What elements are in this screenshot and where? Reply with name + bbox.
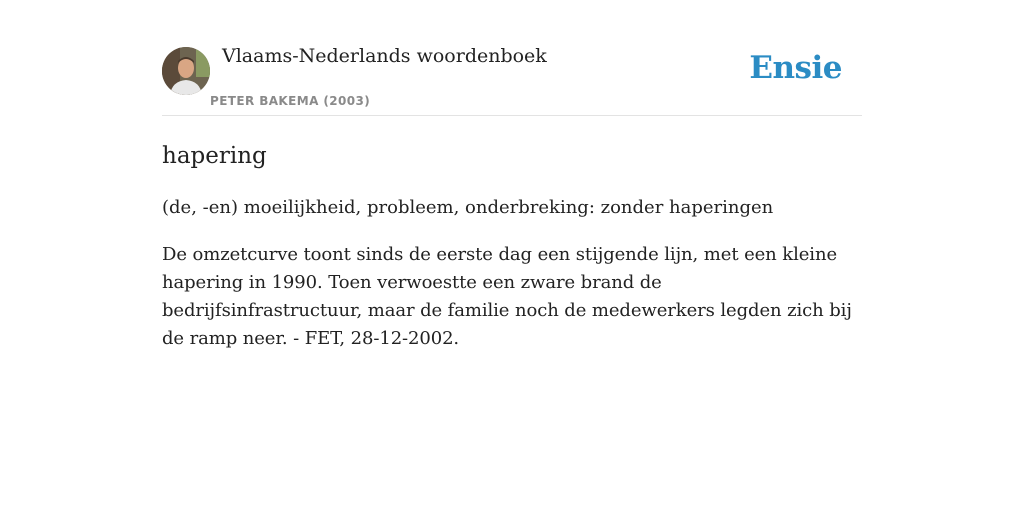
author-avatar[interactable] (162, 47, 210, 95)
headword: hapering (162, 143, 267, 169)
ensie-logo[interactable]: Ensie (749, 50, 842, 86)
example-quote: De omzetcurve toont sinds de eerste dag een stijgende lijn, met een kleine hapering in 1990. Toen verwoestte een zware brand de bedrijfsinfrastructuur, maar de familie noch de medewerkers legden zich bij de ramp neer. - FET, 28-12-2002. (162, 244, 852, 349)
author-name[interactable]: PETER BAKEMA (2003) (210, 94, 371, 108)
author-photo-icon (162, 47, 210, 95)
dictionary-title[interactable]: Vlaams-Nederlands woordenboek (222, 45, 547, 67)
definition: (de, -en) moeilijkheid, probleem, onderbreking: zonder haperingen (162, 197, 774, 218)
entry-header (162, 40, 862, 116)
entry-card (162, 40, 862, 353)
